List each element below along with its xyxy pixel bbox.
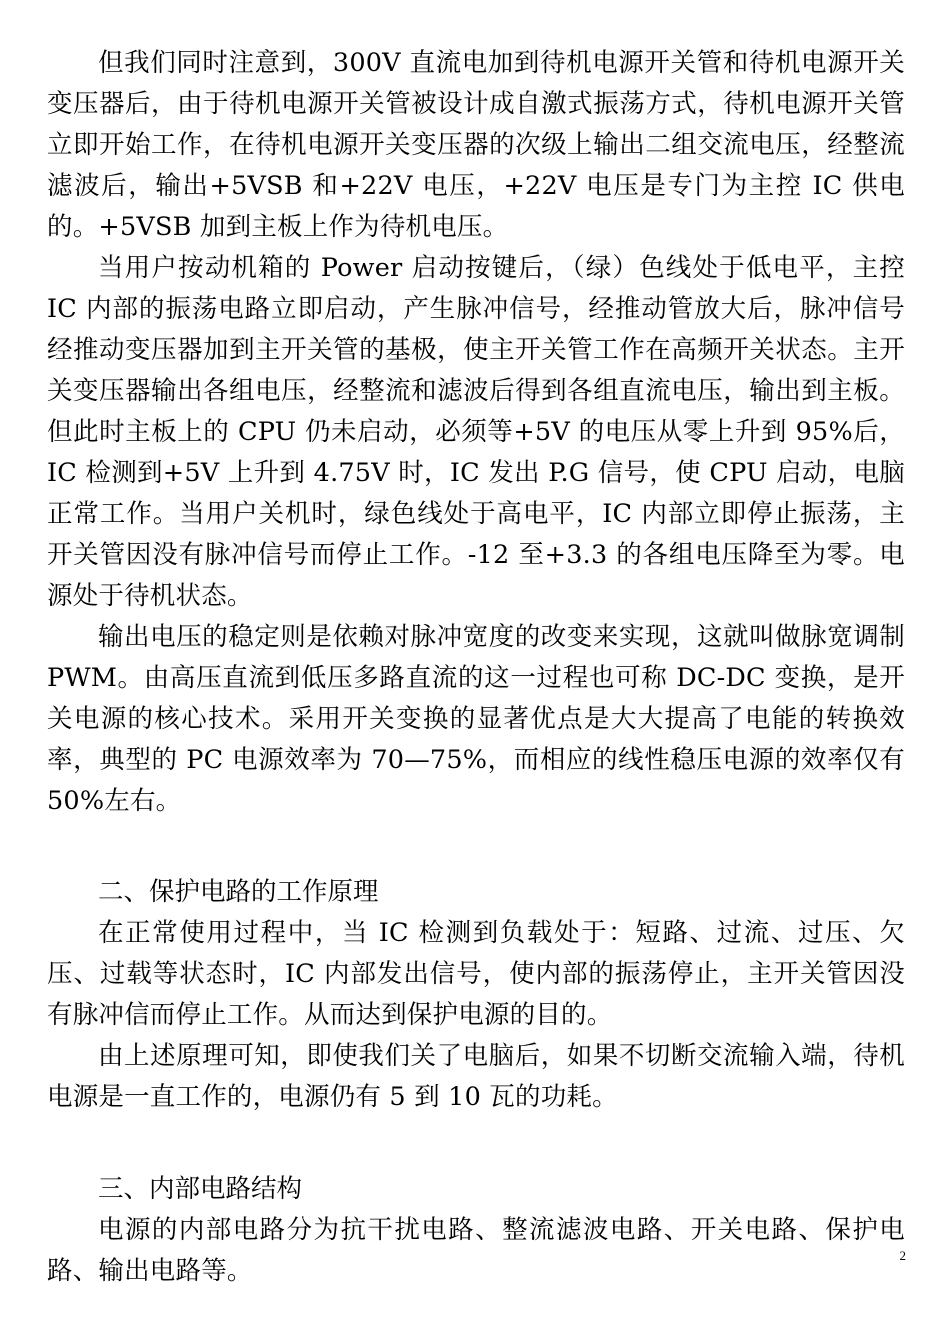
page-number: 2 <box>899 1248 906 1263</box>
paragraph-pwm: 输出电压的稳定则是依赖对脉冲宽度的改变来实现，这就叫做脉宽调制 PWM。由高压直流到低压多路直流的这一过程也可称 DC-DC 变换，是开关电源的核心技术。采用开关变换的显著优点是大大提高了电能的转换效率，典型的 PC 电源效率为 70—75%，而相应的线性稳压电源的效率仅有 50%左右。 <box>47 622 905 816</box>
section-heading-structure: 三、内部电路结构 <box>98 1174 303 1204</box>
paragraph-protection: 在正常使用过程中，当 IC 检测到负载处于：短路、过流、过压、欠压、过载等状态时，IC 内部发出信号，使内部的振荡停止，主开关管因没有脉冲信而停止工作。从而达到保护电源的目的。 <box>47 918 905 1030</box>
paragraph-standby-consumption: 由上述原理可知，即使我们关了电脑后，如果不切断交流输入端，待机电源是一直工作的，电源仍有 5 到 10 瓦的功耗。 <box>47 1041 905 1112</box>
document-page <box>47 43 905 1292</box>
section-spacer <box>47 822 905 872</box>
paragraph-standby-power: 但我们同时注意到，300V 直流电加到待机电源开关管和待机电源开关变压器后，由于待机电源开关管被设计成自激式振荡方式，待机电源开关管立即开始工作，在待机电源开关变压器的次级上输出二组交流电压，经整流滤波后，输出+5VSB 和+22V 电压，+22V 电压是专门为主控 IC 供电的。+5VSB 加到主板上作为待机电压。 <box>47 48 905 242</box>
paragraph-circuit-structure: 电源的内部电路分为抗干扰电路、整流滤波电路、开关电路、保护电路、输出电路等。 <box>47 1215 905 1286</box>
paragraph-power-on-sequence: 当用户按动机箱的 Power 启动按键后，（绿）色线处于低电平，主控 IC 内部的振荡电路立即启动，产生脉冲信号，经推动管放大后，脉冲信号经推动变压器加到主开关管的基极，使主开关管工作在高频开关状态。主开关变压器输出各组电压，经整流和滤波后得到各组直流电压，输出到主板。但此时主板上的 CPU 仍未启动，必须等+5V 的电压从零上升到 95%后，IC 检测到+5V 上升到 4.75V 时，IC 发出 P.G 信号，使 CPU 启动，电脑正常工作。当用户关机时，绿色线处于高电平，IC 内部立即停止振荡，主开关管因没有脉冲信号而停止工作。-12 至+3.3 的各组电压降至为零。电源处于待机状态。 <box>47 253 905 611</box>
section-spacer <box>47 1118 905 1169</box>
section-heading-protection: 二、保护电路的工作原理 <box>98 877 379 907</box>
